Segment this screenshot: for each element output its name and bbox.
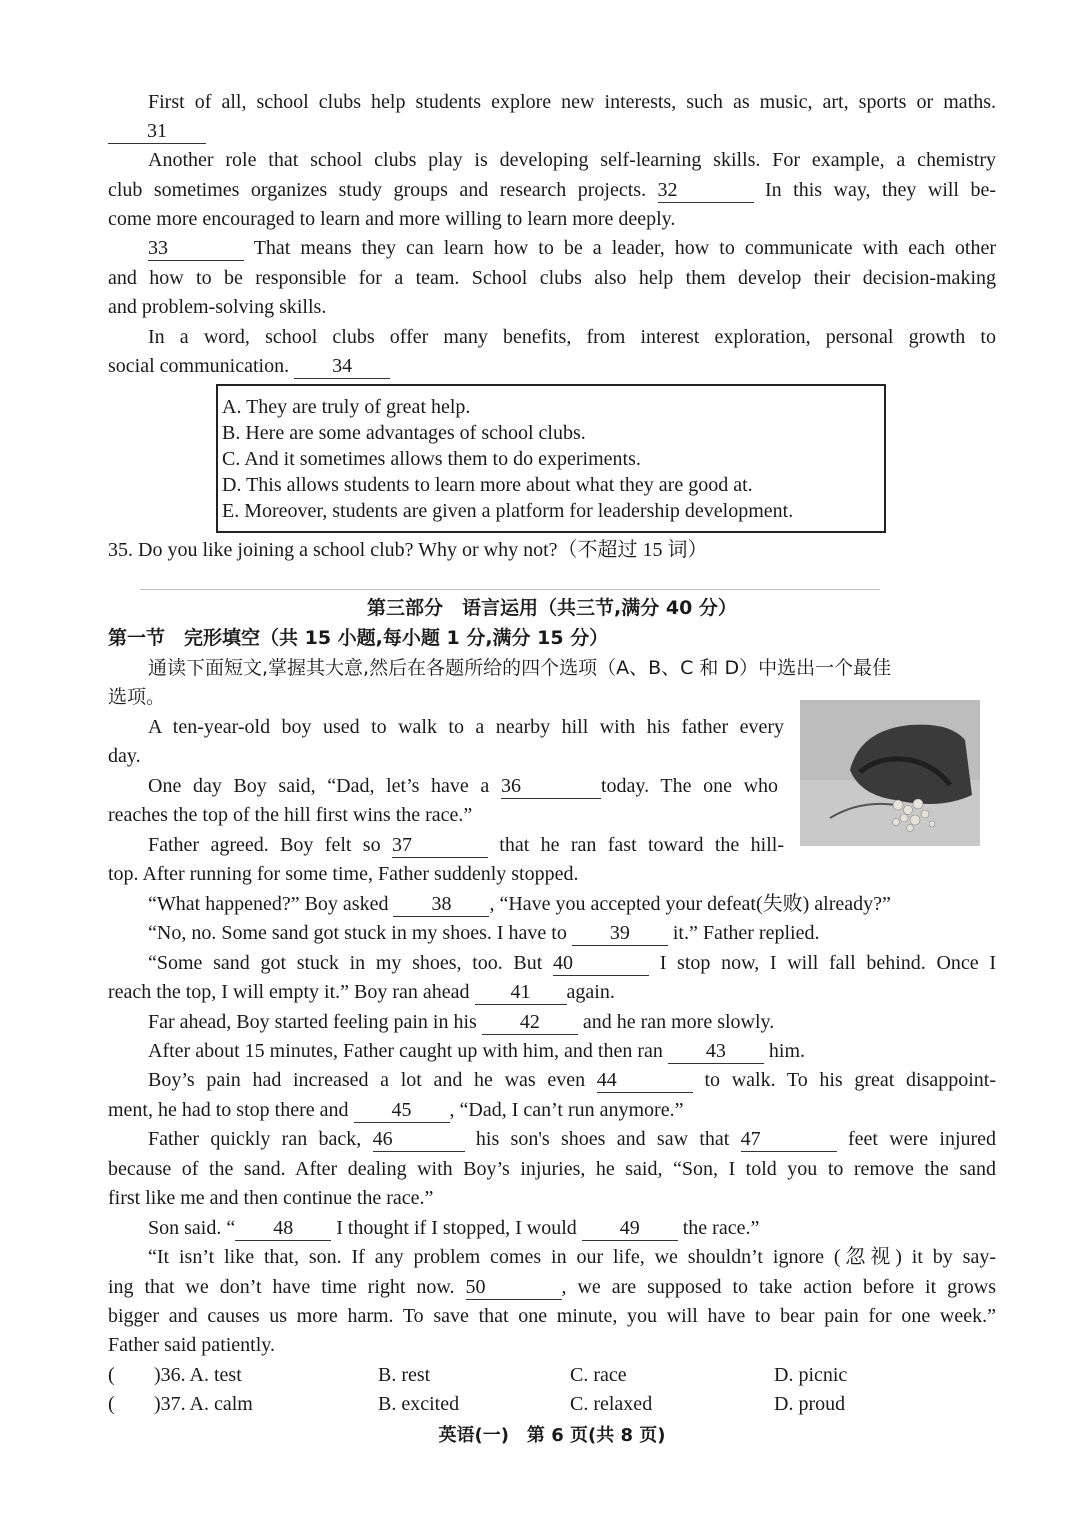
blank-38[interactable]: 38 xyxy=(393,892,489,917)
blank-47[interactable]: 47 xyxy=(741,1127,837,1152)
section1-title: 第一节 完形填空（共 15 小题,每小题 1 分,满分 15 分） xyxy=(108,627,609,649)
part3-title: 第三部分 语言运用（共三节,满分 40 分） xyxy=(367,597,737,619)
choice-d: D. proud xyxy=(774,1393,846,1415)
options-box xyxy=(216,384,886,533)
story-line-11: Far ahead, Boy started feeling pain in his 42 and he ran more slowly. xyxy=(148,1011,775,1033)
choice-num-a: )36. A. test xyxy=(154,1364,242,1386)
paragraph-4-line-1: In a word, school clubs offer many benefits, from interest exploration, personal growth to xyxy=(148,326,996,348)
blank-43[interactable]: 43 xyxy=(668,1039,764,1064)
blank-45[interactable]: 45 xyxy=(354,1098,450,1123)
choice-num-a: )37. A. calm xyxy=(154,1393,253,1415)
story-line-22: Father said patiently. xyxy=(108,1334,275,1356)
page-footer: 英语(一) 第 6 页(共 8 页) xyxy=(438,1425,666,1446)
blank-49[interactable]: 49 xyxy=(582,1216,678,1241)
story-line-9: “Some sand got stuck in my shoes, too. But 40 I stop now, I will fall behind. Once I xyxy=(148,952,997,974)
paragraph-3-line-3: and problem-solving skills. xyxy=(108,296,327,318)
blank-44[interactable]: 44 xyxy=(597,1068,693,1093)
story-line-4: reaches the top of the hill first wins the race.” xyxy=(108,804,473,826)
story-line-12: After about 15 minutes, Father caught up with him, and then ran 43 him. xyxy=(148,1040,806,1062)
blank-39[interactable]: 39 xyxy=(572,921,668,946)
story-line-13: Boy’s pain had increased a lot and he was even 44 to walk. To his great disappoint- xyxy=(148,1069,997,1091)
blank-34[interactable]: 34 xyxy=(294,354,390,379)
choice-c: C. race xyxy=(570,1364,627,1386)
paragraph-1: First of all, school clubs help students explore new interests, such as music, art, sports or maths. xyxy=(148,91,996,113)
blank-31[interactable]: 31 xyxy=(108,119,206,144)
option-c: C. And it sometimes allows them to do experiments. xyxy=(222,448,641,470)
story-line-5: Father agreed. Boy felt so 37 that he ran fast toward the hill- xyxy=(148,834,784,856)
choice-c: C. relaxed xyxy=(570,1393,653,1415)
story-line-3: One day Boy said, “Dad, let’s have a 36 today. The one who xyxy=(148,775,779,797)
story-line-18: Son said. “ 48 I thought if I stopped, I would 49 the race.” xyxy=(148,1217,760,1239)
paragraph-4-line-2: social communication. 34 xyxy=(108,352,996,381)
blank-32[interactable]: 32 xyxy=(658,178,754,203)
story-line-8: “No, no. Some sand got stuck in my shoes. I have to 39 it.” Father replied. xyxy=(148,922,820,944)
instructions-line-2: 选项。 xyxy=(108,686,166,708)
story-line-17: first like me and then continue the race.” xyxy=(108,1187,434,1209)
instructions-line-1: 通读下面短文,掌握其大意,然后在各题所给的四个选项（A、B、C 和 D）中选出一个最佳 xyxy=(148,657,892,679)
paragraph-2-line-2: club sometimes organizes study groups and research projects. 32 In this way, they will be- xyxy=(108,179,996,201)
paragraph-3-line-2: and how to be responsible for a team. School clubs also help them develop their decision-making xyxy=(108,267,996,289)
story-line-16: because of the sand. After dealing with Boy’s injuries, he said, “Son, I told you to remove the sand xyxy=(108,1158,996,1180)
story-line-15: Father quickly ran back, 46 his son's shoes and saw that 47 feet were injured xyxy=(148,1128,997,1150)
story-line-21: bigger and causes us more harm. To save that one minute, you will have to bear pain for one week.” xyxy=(108,1305,996,1327)
blank-46[interactable]: 46 xyxy=(373,1127,465,1152)
story-line-10: reach the top, I will empty it.” Boy ran ahead 41 again. xyxy=(108,981,615,1003)
paragraph-2-line-3: come more encouraged to learn and more willing to learn more deeply. xyxy=(108,208,676,230)
blank-41[interactable]: 41 xyxy=(475,980,567,1005)
story-line-7: “What happened?” Boy asked 38 , “Have you accepted your defeat(失败) already?” xyxy=(148,893,891,915)
blank-50[interactable]: 50 xyxy=(466,1275,562,1300)
story-line-20: ing that we don’t have time right now. 50 , we are supposed to take action before it grows xyxy=(108,1276,996,1298)
choice-d: D. picnic xyxy=(774,1364,848,1386)
story-line-2: day. xyxy=(108,745,141,767)
question-35: 35. Do you like joining a school club? Why or why not?（不超过 15 词） xyxy=(108,539,708,561)
choice-row-36 xyxy=(108,1361,996,1390)
choice-b: B. excited xyxy=(378,1393,460,1415)
option-a: A. They are truly of great help. xyxy=(222,396,471,418)
paragraph-2-line-1: Another role that school clubs play is developing self-learning skills. For example, a chemistry xyxy=(148,149,996,171)
answer-paren[interactable]: ( xyxy=(108,1364,115,1386)
blank-42[interactable]: 42 xyxy=(482,1010,578,1035)
story-line-1: A ten-year-old boy used to walk to a nearby hill with his father every xyxy=(148,716,784,738)
answer-paren[interactable]: ( xyxy=(108,1393,115,1415)
story-line-6: top. After running for some time, Father suddenly stopped. xyxy=(108,863,579,885)
blank-31-line xyxy=(108,117,996,146)
option-b: B. Here are some advantages of school clubs. xyxy=(222,422,586,444)
blank-37[interactable]: 37 xyxy=(392,833,488,858)
option-d: D. This allows students to learn more about what they are good at. xyxy=(222,474,753,496)
blank-48[interactable]: 48 xyxy=(235,1216,331,1241)
story-line-14: ment, he had to stop there and 45 , “Dad, I can’t run anymore.” xyxy=(108,1099,684,1121)
blank-33[interactable]: 33 xyxy=(148,236,244,261)
choice-b: B. rest xyxy=(378,1364,431,1386)
choice-row-37 xyxy=(108,1390,996,1419)
blank-36[interactable]: 36 xyxy=(501,774,601,799)
story-line-19: “It isn’t like that, son. If any problem comes in our life, we shouldn’t ignore (忽视) it by say- xyxy=(148,1246,996,1268)
paragraph-3-line-1: 33 That means they can learn how to be a leader, how to communicate with each other xyxy=(148,237,997,259)
option-e: E. Moreover, students are given a platform for leadership development. xyxy=(222,500,794,522)
blank-40[interactable]: 40 xyxy=(553,951,649,976)
answer-line[interactable] xyxy=(140,589,880,590)
